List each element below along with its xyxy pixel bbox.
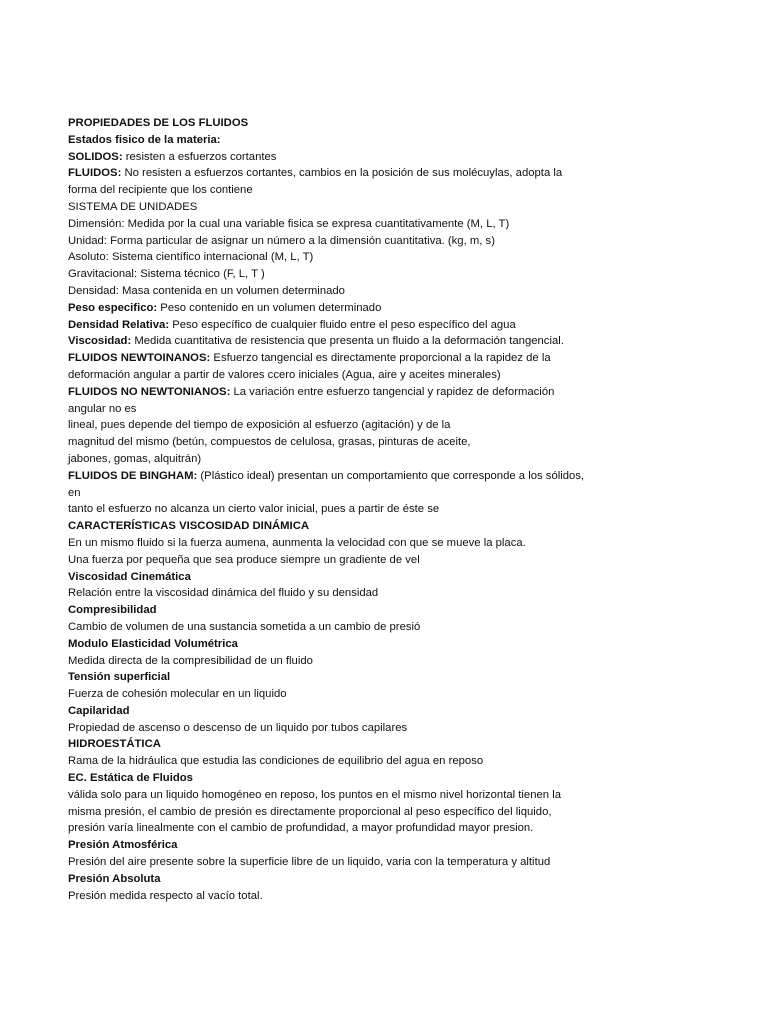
document-line bbox=[68, 552, 708, 569]
line-text: Peso específico de cualquier fluido entre el peso específico del agua bbox=[169, 318, 516, 331]
document-line bbox=[68, 619, 708, 636]
line-heading: Compresibilidad bbox=[68, 604, 157, 617]
line-text: Relación entre la viscosidad dinámica del fluido y su densidad bbox=[68, 587, 379, 600]
line-text: Esfuerzo tangencial es directamente proporcional a la rapidez de la bbox=[210, 352, 551, 365]
line-text: La variación entre esfuerzo tangencial y rapidez de deformación bbox=[230, 385, 555, 398]
line-heading: Tensión superficial bbox=[68, 671, 171, 684]
line-text: Presión medida respecto al vacío total. bbox=[68, 889, 263, 902]
document-line bbox=[68, 770, 708, 787]
line-heading: Viscosidad: bbox=[68, 335, 132, 348]
document-line bbox=[68, 871, 708, 888]
line-heading: Capilaridad bbox=[68, 704, 130, 717]
line-heading: HIDROESTÁTICA bbox=[68, 738, 161, 751]
document-line bbox=[68, 182, 708, 199]
line-heading: SOLIDOS: bbox=[68, 150, 123, 163]
document-line bbox=[68, 249, 708, 266]
line-heading: Presión Absoluta bbox=[68, 872, 161, 885]
document-line bbox=[68, 686, 708, 703]
document-line bbox=[68, 434, 708, 451]
document-line bbox=[68, 199, 708, 216]
line-heading: FLUIDOS: bbox=[68, 167, 122, 180]
document-page bbox=[68, 115, 708, 904]
document-line bbox=[68, 669, 708, 686]
line-heading: FLUIDOS DE BINGHAM: bbox=[68, 469, 198, 482]
document-line bbox=[68, 837, 708, 854]
line-text: resisten a esfuerzos cortantes bbox=[122, 150, 277, 163]
document-line bbox=[68, 451, 708, 468]
document-line bbox=[68, 233, 708, 250]
document-line bbox=[68, 518, 708, 535]
line-text: en bbox=[68, 486, 81, 499]
document-line bbox=[68, 350, 708, 367]
document-line bbox=[68, 888, 708, 905]
line-text: deformación angular a partir de valores ccero iniciales (Agua, aire y aceites minerales) bbox=[68, 368, 501, 381]
line-heading: Peso especifico: bbox=[68, 301, 158, 314]
document-line bbox=[68, 485, 708, 502]
line-heading: FLUIDOS NO NEWTONIANOS: bbox=[68, 385, 231, 398]
document-line bbox=[68, 317, 708, 334]
document-line bbox=[68, 653, 708, 670]
line-heading: Viscosidad Cinemática bbox=[68, 570, 191, 583]
document-line bbox=[68, 216, 708, 233]
line-text: Unidad: Forma particular de asignar un número a la dimensión cuantitativa. (kg, m, s) bbox=[68, 234, 495, 247]
document-line bbox=[68, 854, 708, 871]
document-line bbox=[68, 266, 708, 283]
line-heading: Densidad Relativa: bbox=[68, 318, 170, 331]
line-text: SISTEMA DE UNIDADES bbox=[68, 200, 198, 213]
line-heading: PROPIEDADES DE LOS FLUIDOS bbox=[68, 117, 249, 129]
line-text: Rama de la hidráulica que estudia las condiciones de equilibrio del agua en reposo bbox=[68, 755, 484, 768]
document-line bbox=[68, 384, 708, 401]
line-text: magnitud del mismo (betún, compuestos de celulosa, grasas, pinturas de aceite, bbox=[68, 436, 471, 449]
document-line bbox=[68, 720, 708, 737]
line-text: angular no es bbox=[68, 402, 137, 415]
line-text: Fuerza de cohesión molecular en un liquido bbox=[68, 688, 287, 701]
line-heading: Estados fisico de la materia: bbox=[68, 133, 221, 146]
line-heading: CARACTERÍSTICAS VISCOSIDAD DINÁMICA bbox=[68, 520, 310, 533]
document-line bbox=[68, 149, 708, 166]
document-line bbox=[68, 333, 708, 350]
line-text: Gravitacional: Sistema técnico (F, L, T ) bbox=[68, 268, 265, 281]
document-line bbox=[68, 535, 708, 552]
line-heading: Presión Atmosférica bbox=[68, 839, 178, 852]
line-text: Presión del aire presente sobre la superficie libre de un liquido, varia con la temperatura y altitud bbox=[68, 856, 551, 869]
document-line bbox=[68, 401, 708, 418]
line-text: Una fuerza por pequeña que sea produce siempre un gradiente de vel bbox=[68, 553, 420, 566]
document-line bbox=[68, 165, 708, 182]
line-heading: Modulo Elasticidad Volumétrica bbox=[68, 637, 238, 650]
line-text: tanto el esfuerzo no alcanza un cierto valor inicial, pues a partir de éste se bbox=[68, 503, 440, 516]
document-line bbox=[68, 736, 708, 753]
document-line bbox=[68, 132, 708, 149]
document-line bbox=[68, 753, 708, 770]
line-text: misma presión, el cambio de presión es directamente proporcional al peso específico del liquido, bbox=[68, 805, 552, 818]
line-heading: EC. Estática de Fluidos bbox=[68, 772, 193, 785]
document-line bbox=[68, 468, 708, 485]
document-line bbox=[68, 283, 708, 300]
line-text: Asoluto: Sistema científico internacional (M, L, T) bbox=[68, 251, 314, 264]
line-text: Medida directa de la compresibilidad de un fluido bbox=[68, 654, 313, 667]
document-line bbox=[68, 703, 708, 720]
line-text: Cambio de volumen de una sustancia sometida a un cambio de presió bbox=[68, 620, 421, 633]
document-line bbox=[68, 569, 708, 586]
line-text: Dimensión: Medida por la cual una variable fisica se expresa cuantitativamente (M, L, T) bbox=[68, 217, 510, 230]
line-text: lineal, pues depende del tiempo de exposición al esfuerzo (agitación) y de la bbox=[68, 419, 451, 432]
line-text: válida solo para un liquido homogéneo en reposo, los puntos en el mismo nivel horizontal tienen la bbox=[68, 788, 561, 801]
line-heading: FLUIDOS NEWTOINANOS: bbox=[68, 352, 211, 365]
document-line bbox=[68, 820, 708, 837]
line-text: Medida cuantitativa de resistencia que presenta un fluido a la deformación tangencial. bbox=[131, 335, 564, 348]
document-line bbox=[68, 501, 708, 518]
line-text: jabones, gomas, alquitrán) bbox=[68, 452, 202, 465]
line-text: Peso contenido en un volumen determinado bbox=[157, 301, 382, 314]
line-text: Densidad: Masa contenida en un volumen determinado bbox=[68, 284, 345, 297]
line-text: Propiedad de ascenso o descenso de un liquido por tubos capilares bbox=[68, 721, 408, 734]
line-text: (Plástico ideal) presentan un comportamiento que corresponde a los sólidos, bbox=[197, 469, 585, 482]
document-line bbox=[68, 602, 708, 619]
line-text: forma del recipiente que los contiene bbox=[68, 184, 253, 197]
line-text: En un mismo fluido si la fuerza aumena, aunmenta la velocidad con que se mueve la placa. bbox=[68, 536, 526, 549]
document-line bbox=[68, 804, 708, 821]
document-line bbox=[68, 115, 708, 132]
document-line bbox=[68, 417, 708, 434]
document-line bbox=[68, 585, 708, 602]
line-text: presión varía linealmente con el cambio de profundidad, a mayor profundidad mayor presion. bbox=[68, 822, 534, 835]
line-text: No resisten a esfuerzos cortantes, cambios en la posición de sus molécuylas, adopta la bbox=[121, 167, 563, 180]
document-line bbox=[68, 300, 708, 317]
document-line bbox=[68, 787, 708, 804]
document-line bbox=[68, 367, 708, 384]
document-line bbox=[68, 636, 708, 653]
